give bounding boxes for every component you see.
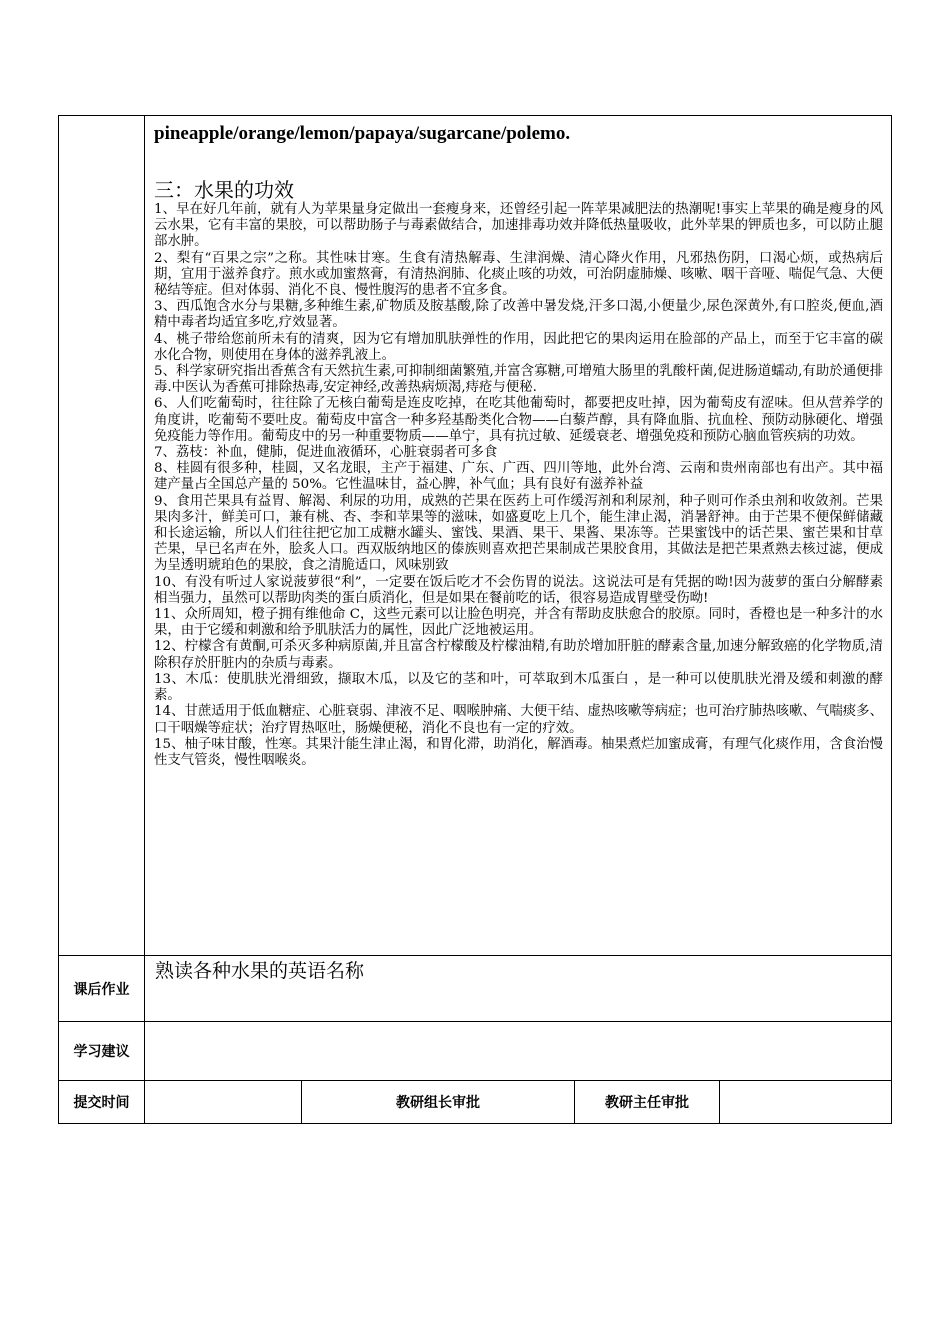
submit-time-value-cell [145, 1081, 302, 1124]
content-cell [145, 116, 892, 956]
effects-list [154, 202, 883, 769]
homework-row [59, 956, 892, 1022]
effect-paragraph-4: 4、桃子带给您前所未有的清爽，因为它有增加肌肤弹性的作用，因此把它的果肉运用在脸部的产品上，而至于它丰富的碳水化合物，则使用在身体的滋养乳液上。 [154, 331, 884, 363]
homework-label: 课后作业 [59, 956, 145, 1022]
effect-paragraph-6: 6、人们吃葡萄时，往往除了无核白葡萄是连皮吃掉，在吃其他葡萄时，都要把皮吐掉，因为葡萄皮有涩味。但从营养学的角度讲，吃葡萄不要吐皮。葡萄皮中富含一种多羟基酚类化合物——白藜芦醇，具有降血脂、抗血栓、预防动脉硬化、增强免疫能力等作用。葡萄皮中的另一种重要物质——单宁，具有抗过敏、延缓衰老、增强免疫和预防心脑血管疾病的功效。 [154, 396, 884, 444]
effect-paragraph-11: 11、众所周知，橙子拥有维他命 C，这些元素可以让脸色明亮，并含有帮助皮肤愈合的胶原。同时，香橙也是一种多汁的水果，由于它缓和刺激和给予肌肤活力的属性，因此广泛地被运用。 [154, 607, 884, 639]
group-leader-approval-label: 教研组长审批 [302, 1081, 575, 1124]
submit-time-label: 提交时间 [59, 1081, 145, 1124]
director-approval-label: 教研主任审批 [575, 1081, 720, 1124]
effect-paragraph-15: 15、柚子味甘酸，性寒。其果汁能生津止渴，和胃化滞，助消化，解酒毒。柚果煮烂加蜜成膏，有理气化痰作用，含食治慢性支气管炎，慢性咽喉炎。 [154, 736, 884, 768]
effect-paragraph-1: 1、早在好几年前，就有人为苹果量身定做出一套瘦身来，还曾经引起一阵苹果减肥法的热潮呢!事实上苹果的确是瘦身的风云水果，它有丰富的果胶，可以帮助肠子与毒素做结合，加速排毒功效并降低热量吸收，此外苹果的钾质也多，可以防止腿部水肿。 [154, 202, 884, 250]
fruit-list-line: pineapple/orange/lemon/papaya/sugarcane/polemo. [154, 123, 571, 144]
director-approval-value-cell [720, 1081, 892, 1124]
effect-paragraph-12: 12、柠檬含有黄酮,可杀灭多种病原菌,并且富含柠檬酸及柠檬油精,有助於增加肝脏的酵素含量,加速分解致癌的化学物质,清除积存於肝脏内的杂质与毒素。 [154, 639, 884, 671]
lesson-plan-table [58, 115, 892, 1124]
homework-text: 熟读各种水果的英语名称 [155, 960, 365, 982]
effect-paragraph-2: 2、梨有“百果之宗”之称。其性味甘寒。生食有清热解毒、生津润燥、清心降火作用，凡邪热伤阴，口渴心烦，或热病后期，宜用于滋养食疗。煎水或加蜜熬膏，有清热润肺、化痰止咳的功效，可治阴虚肺燥、咳嗽、咽干音哑、喘促气急、大便秘结等症。但对体弱、消化不良、慢性腹泻的患者不宜多食。 [154, 250, 884, 299]
content-row [59, 116, 892, 956]
homework-cell [145, 956, 892, 1022]
effect-paragraph-10: 10、有没有听过人家说菠萝很“利”，一定要在饭后吃才不会伤胃的说法。这说法可是有凭据的呦!因为菠萝的蛋白分解酵素相当强力，虽然可以帮助肉类的蛋白质消化，但是如果在餐前吃的话，很容易造成胃壁受伤呦! [154, 574, 884, 606]
effect-paragraph-5: 5、科学家研究指出香蕉含有天然抗生素,可抑制细菌繁殖,并富含寡糖,可增殖大肠里的乳酸杆菌,促进肠道蠕动,有助於通便排毒.中医认为香蕉可排除热毒,安定神经,改善热病烦渴,痔疮与便秘. [154, 364, 884, 396]
effect-paragraph-13: 13、木瓜：使肌肤光滑细致，撷取木瓜，以及它的茎和叶，可萃取到木瓜蛋白 ，是一种可以使肌肤光滑及缓和刺激的酵素。 [154, 671, 884, 704]
submit-row [59, 1081, 892, 1124]
advice-row [59, 1022, 892, 1081]
effect-paragraph-3: 3、西瓜饱含水分与果糖,多种维生素,矿物质及胺基酸,除了改善中暑发烧,汗多口渴,小便量少,尿色深黄外,有口腔炎,便血,酒精中毒者均适宜多吃,疗效显著。 [154, 299, 884, 331]
section-heading: 三：水果的功效 [154, 178, 294, 202]
effect-paragraph-8: 8、桂圆有很多种，桂圆，又名龙眼，主产于福建、广东、广西、四川等地，此外台湾、云南和贵州南部也有出产。其中福建产量占全国总产量的 50%。它性温味甘，益心脾，补气血；具有良好有滋养补益 [154, 461, 884, 493]
effect-paragraph-14: 14、甘蔗适用于低血糖症、心脏衰弱、津液不足、咽喉肿痛、大便干结、虚热咳嗽等病症；也可治疗肺热咳嗽、气喘痰多、口干咽燥等症状；治疗胃热呕吐，肠燥便秘，消化不良也有一定的疗效。 [154, 704, 884, 736]
effect-paragraph-9: 9、食用芒果具有益胃、解渴、利尿的功用，成熟的芒果在医药上可作缓泻剂和利尿剂，种子则可作杀虫剂和收敛剂。芒果果肉多汁，鲜美可口，兼有桃、杏、李和苹果等的滋味，如盛夏吃上几个，能生津止渴，消暑舒神。由于芒果不便保鲜储藏和长途运输，所以人们往往把它加工成糖水罐头、蜜饯、果酒、果干、果酱、果冻等。芒果蜜饯中的话芒果、蜜芒果和甘草芒果，早已名声在外，脍炙人口。西双版纳地区的傣族则喜欢把芒果制成芒果胶食用，其做法是把芒果煮熟去核过滤，便成为呈透明琥珀色的果胶，食之清脆适口，风味别致 [154, 493, 884, 574]
effect-paragraph-7: 7、荔枝：补血，健肺，促进血液循环，心脏衰弱者可多食 [154, 445, 498, 461]
advice-label: 学习建议 [59, 1022, 145, 1081]
advice-cell [145, 1022, 892, 1081]
content-row-label-cell [59, 116, 145, 956]
